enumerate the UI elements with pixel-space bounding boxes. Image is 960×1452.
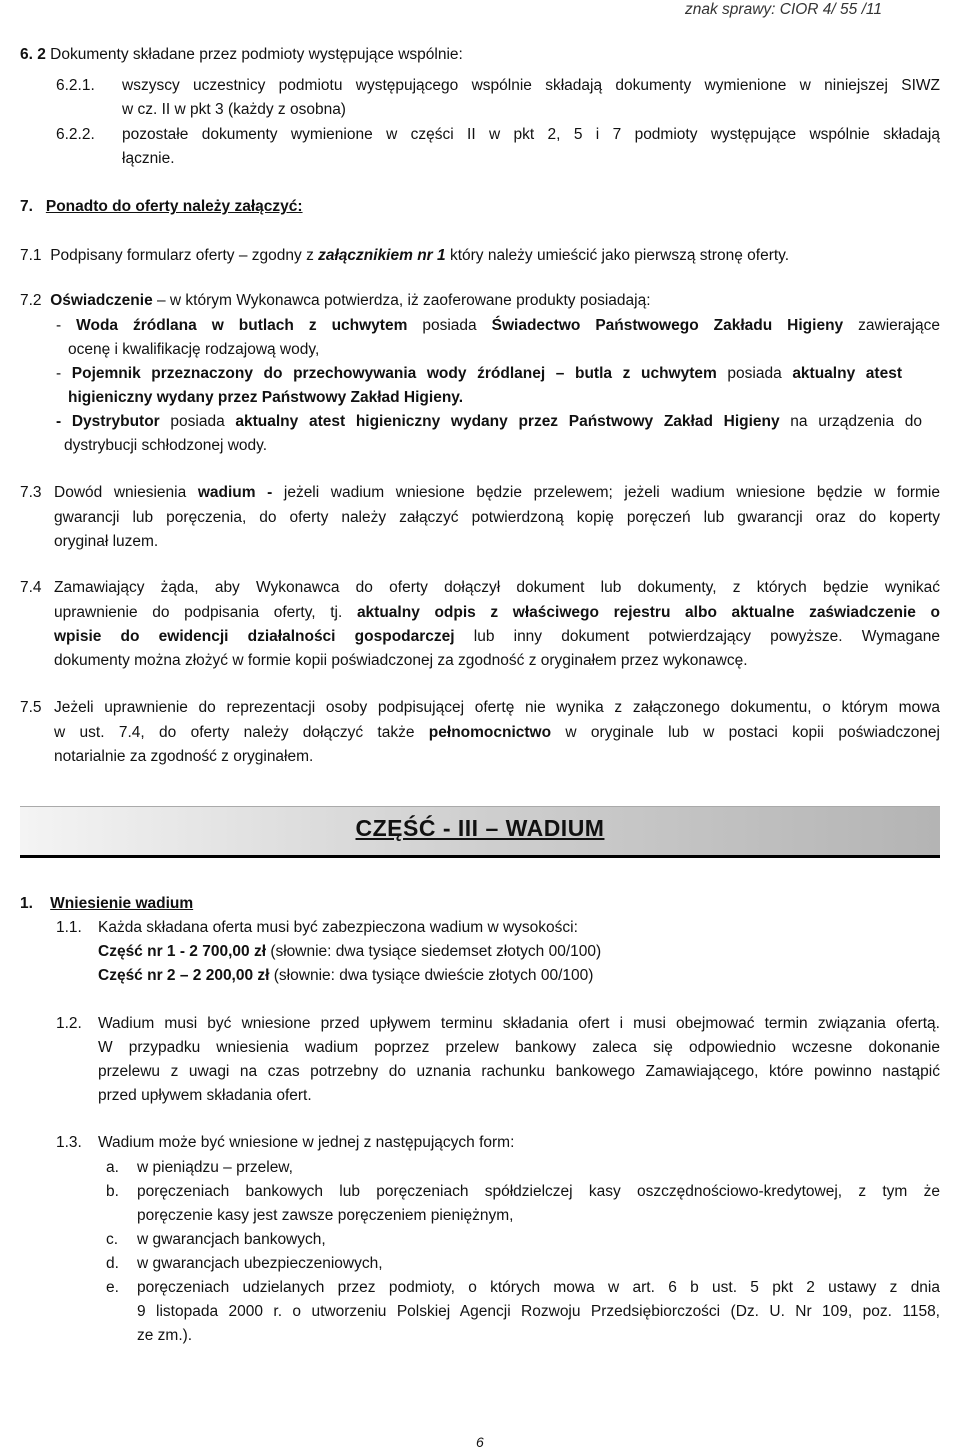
list-item: w gwarancjach ubezpieczeniowych, [137,1255,383,1272]
list-item: poręczeniach udzielanych przez podmioty, o których mowa w art. 6 b ust. 5 pkt 2 ustawy z dnia [137,1279,940,1296]
item-number: 6.2.2. [56,126,95,143]
bullet-line: ocenę i kwalifikację rodzajową wody, [68,341,320,358]
paragraph-line: łącznie. [122,150,175,167]
item-7-2: 7.2 Oświadczenie – w którym Wykonawca potwierdza, iż zaoferowane produkty posiadają: [20,292,651,309]
list-marker: b. [106,1183,119,1200]
part-iii-title: CZĘŚĆ - III – WADIUM [355,815,605,841]
item-number: 7.3 [20,484,42,501]
part-iii-banner [20,806,940,858]
list-marker: e. [106,1279,119,1296]
paragraph-line: notarialnie za zgodność z oryginałem. [54,748,314,765]
paragraph-line: uprawnienie do podpisania oferty, tj. aktualny odpis z właściwego rejestru albo aktualne zaświadczenie o [54,604,940,621]
paragraph-line: W przypadku wniesienia wadium poprzez przelew bankowy zaleca się odpowiednio wczesne dokonanie [98,1039,940,1056]
item-number: 1.3. [56,1134,82,1151]
list-item: w pieniądzu – przelew, [137,1159,293,1176]
bullet-line: - Dystrybutor posiada aktualny atest higieniczny wydany przez Państwowy Zakład Higieny na urządzenia do [56,413,922,430]
bullet-line: - Woda źródlana w butlach z uchwytem posiada Świadectwo Państwowego Zakładu Higieny zawierające [56,317,940,334]
amount-part-2: Część nr 2 – 2 200,00 zł (słownie: dwa tysiące dwieście złotych 00/100) [98,967,594,984]
paragraph-line: wszyscy uczestnicy podmiotu występującego wspólnie składają dokumenty wymienione w niniejszej SIWZ [122,77,940,94]
list-item: poręczenie kasy jest zawsze poręczeniem pieniężnym, [137,1207,514,1224]
list-marker: d. [106,1255,119,1272]
paragraph-line: przed upływem składania ofert. [98,1087,312,1104]
paragraph-line: Wadium może być wniesione w jednej z następujących form: [98,1134,515,1151]
paragraph-line: dokumenty można złożyć w formie kopii poświadczonej za zgodność z oryginałem przez wykonawcę. [54,652,748,669]
paragraph-line: oryginał luzem. [54,533,159,550]
item-number: 6.2.1. [56,77,95,94]
wadium-heading: 1. Wniesienie wadium [20,895,194,912]
item-number: 7.5 [20,699,42,716]
item-number: 7.4 [20,579,42,596]
list-item: ze zm.). [137,1327,193,1344]
paragraph-line: w ust. 7.4, do oferty należy dołączyć także pełnomocnictwo w oryginale lub w postaci kopii poświadczonej [54,724,940,741]
paragraph-line: Zamawiający żąda, aby Wykonawca do oferty dołączył dokument lub dokumenty, z których będzie wynikać [54,579,940,596]
amount-part-1: Część nr 1 - 2 700,00 zł (słownie: dwa tysiące siedemset złotych 00/100) [98,943,602,960]
list-marker: a. [106,1159,119,1176]
paragraph-line: wpisie do ewidencji działalności gospodarczej lub inny dokument potwierdzający powyższe. Wymagane [54,628,940,645]
section-6-2-heading: 6. 2 Dokumenty składane przez podmioty występujące wspólnie: [20,46,463,63]
paragraph-line: gwarancji lub poręczenia, do oferty należy załączyć potwierdzoną kopię poręczeń lub gwarancji oraz do koperty [54,509,940,526]
item-number: 1.1. [56,919,82,936]
list-item: poręczeniach bankowych lub poręczeniach spółdzielczej kasy oszczędnościowo-kredytowej, z tym że [137,1183,940,1200]
item-7-1: 7.1 Podpisany formularz oferty – zgodny z załącznikiem nr 1 który należy umieścić jako pierwszą stronę oferty. [20,247,790,264]
bullet-line: dystrybucji schłodzonej wody. [64,437,268,454]
paragraph-line: przelewu z uwagi na czas potrzebny do uznania rachunku bankowego Zamawiającego, które powinno nastąpić [98,1063,940,1080]
paragraph-line: Wadium musi być wniesione przed upływem terminu składania ofert i musi obejmować termin związania ofertą. [98,1015,940,1032]
paragraph-line: pozostałe dokumenty wymienione w części II w pkt 2, 5 i 7 podmioty występujące wspólnie składają [122,126,940,143]
item-number: 1.2. [56,1015,82,1032]
list-item: w gwarancjach bankowych, [137,1231,326,1248]
paragraph-line: w cz. II w pkt 3 (każdy z osobna) [122,101,346,118]
bullet-line: - Pojemnik przeznaczony do przechowywania wody źródlanej – butla z uchwytem posiada aktualny atest [56,365,902,382]
paragraph-line: Każda składana oferta musi być zabezpieczona wadium w wysokości: [98,919,578,936]
list-item: 9 listopada 2000 r. o utworzeniu Polskiej Agencji Rozwoju Przedsiębiorczości (Dz. U. Nr 109, poz. 1158, [137,1303,940,1320]
bullet-line: higieniczny wydany przez Państwowy Zakład Higieny. [68,389,464,406]
list-marker: c. [106,1231,119,1248]
page-number: 6 [476,1434,484,1450]
section-7-heading: 7. Ponadto do oferty należy załączyć: [20,198,303,215]
paragraph-line: Dowód wniesienia wadium - jeżeli wadium wniesione będzie przelewem; jeżeli wadium wniesione będzie w formie [54,484,940,501]
case-reference: znak sprawy: CIOR 4/ 55 /11 [685,1,882,18]
paragraph-line: Jeżeli uprawnienie do reprezentacji osoby podpisującej ofertę nie wynika z załączonego dokumentu, o którym mowa [54,699,940,716]
